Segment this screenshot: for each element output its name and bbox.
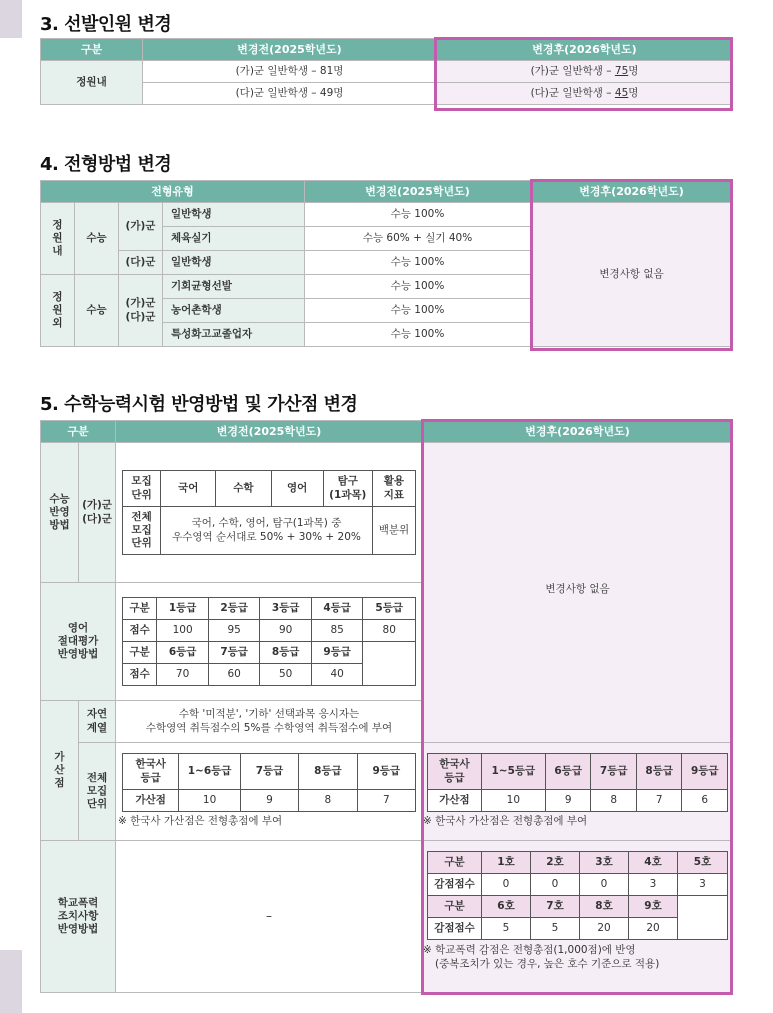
s5-all-unit: 전체 모집 단위 (79, 743, 116, 841)
s5-eng-grade: 5등급 (363, 598, 416, 620)
s5-v-level: 5호 (678, 852, 728, 874)
s5-method-gada: (가)군 (다)군 (79, 443, 116, 583)
s5-v-note-2: (중복조치가 있는 경우, 높은 호수 기준으로 적용) (435, 958, 660, 971)
s5-hist-before-table (122, 753, 416, 812)
s5-v-level: 7호 (531, 896, 580, 918)
s5-v-point: 20 (580, 918, 629, 940)
s5-eng-score-label: 점수 (123, 620, 157, 642)
s5-hist-grade: 1~6등급 (179, 754, 240, 790)
s5-v-empty (678, 896, 728, 940)
s5-mh-2: 수학 (216, 471, 271, 507)
s3-col-after: 변경후(2026학년도) (437, 39, 733, 61)
s4-row-name: 체육실기 (163, 227, 305, 251)
s5-hist-grade: 9등급 (357, 754, 415, 790)
s5-eng-score: 70 (157, 664, 209, 686)
s5-v-minus-label: 감점점수 (428, 874, 482, 896)
s5-bonus-label: 가 산 점 (41, 701, 79, 841)
s5-eng-score-label: 점수 (123, 664, 157, 686)
s4-col-after: 변경후(2026학년도) (531, 181, 733, 203)
s5-v-point: 5 (531, 918, 580, 940)
s5-eng-score: 40 (311, 664, 363, 686)
s5-v-point: 5 (482, 918, 531, 940)
s4-after-text: 변경사항 없음 (531, 203, 733, 347)
s5-eng-kind: 구분 (123, 642, 157, 664)
s5-english-inner-table (122, 597, 416, 686)
s4-out-suneung: 수능 (75, 275, 119, 347)
s5-violence-after-cell (423, 841, 733, 993)
s5-violence-table (427, 851, 728, 940)
s4-in-da: (다)군 (119, 251, 163, 275)
s5-hist-grade: 7등급 (240, 754, 298, 790)
s5-hist-grade: 8등급 (636, 754, 682, 790)
s5-hist-point: 8 (299, 790, 357, 812)
section-3-title: 3. 선발인원 변경 (40, 14, 172, 35)
s5-after-text: 변경사항 없음 (423, 443, 733, 743)
s5-v-minus-label: 감점점수 (428, 918, 482, 940)
section-4-table (40, 180, 733, 347)
s5-v-point: 0 (482, 874, 531, 896)
s5-hist-point: 7 (357, 790, 415, 812)
s5-violence-label: 학교폭력 조치사항 반영방법 (41, 841, 116, 993)
s5-method-inner-table (122, 470, 416, 555)
s5-v-level: 4호 (629, 852, 678, 874)
s3-row-label: 정원내 (41, 61, 143, 105)
s5-v-point: 0 (580, 874, 629, 896)
s3-before-1: (가)군 일반학생 – 81명 (143, 61, 437, 83)
s3-col-before: 변경전(2025학년도) (143, 39, 437, 61)
s5-v-kind: 구분 (428, 852, 482, 874)
s5-hist-note-after: ※ 한국사 가산점은 전형총점에 부여 (423, 815, 588, 827)
s5-hist-grade: 1~5등급 (481, 754, 545, 790)
s5-eng-score: 60 (208, 664, 260, 686)
s5-v-level: 1호 (482, 852, 531, 874)
s5-v-level: 2호 (531, 852, 580, 874)
s5-hist-after-cell (423, 743, 733, 841)
s5-hist-point: 7 (636, 790, 682, 812)
s5-eng-empty (363, 642, 416, 686)
s5-method-cell (116, 443, 423, 583)
s4-row-name: 특성화고교졸업자 (163, 323, 305, 347)
s5-bonus-points-label: 가산점 (123, 790, 179, 812)
s5-eng-grade: 9등급 (311, 642, 363, 664)
s5-method-index: 백분위 (372, 507, 415, 555)
s4-in-suneung: 수능 (75, 203, 119, 275)
s4-col-type: 전형유형 (41, 181, 305, 203)
s5-method-label: 수능 반영 방법 (41, 443, 79, 583)
s5-eng-score: 95 (208, 620, 260, 642)
section-5-table (40, 420, 733, 993)
s5-hist-point: 9 (545, 790, 591, 812)
s5-eng-score: 90 (260, 620, 312, 642)
s5-natural-desc: 수학 '미적분', '기하' 선택과목 응시자는 수학영역 취득점수의 5%를 수학영역 취득점수에 부여 (116, 701, 423, 743)
s5-hist-grade: 8등급 (299, 754, 357, 790)
s5-v-level: 9호 (629, 896, 678, 918)
s5-v-level: 3호 (580, 852, 629, 874)
s4-row-val: 수능 100% (305, 203, 531, 227)
side-tab-top (0, 0, 22, 38)
s4-out-label: 정 원 외 (41, 275, 75, 347)
s4-in-ga: (가)군 (119, 203, 163, 251)
s5-mh-0: 모집 단위 (123, 471, 161, 507)
s5-eng-score: 80 (363, 620, 416, 642)
s5-mh-1: 국어 (161, 471, 216, 507)
s3-before-2: (다)군 일반학생 – 49명 (143, 83, 437, 105)
s4-row-val: 수능 100% (305, 275, 531, 299)
s5-hist-grade: 9등급 (682, 754, 728, 790)
s5-eng-grade: 6등급 (157, 642, 209, 664)
s5-method-desc: 국어, 수학, 영어, 탐구(1과목) 중 우수영역 순서대로 50% + 30% + 20% (161, 507, 373, 555)
s5-method-unit: 전체 모집 단위 (123, 507, 161, 555)
s5-english-cell (116, 583, 423, 701)
s4-row-val: 수능 100% (305, 323, 531, 347)
s5-natural-label: 자연 계열 (79, 701, 116, 743)
side-tab-bottom (0, 950, 22, 1013)
s5-v-kind: 구분 (428, 896, 482, 918)
s3-after-2: (다)군 일반학생 – 45명 (437, 83, 733, 105)
s5-violence-before: – (116, 841, 423, 993)
s5-hist-after-table (427, 753, 728, 812)
s4-col-before: 변경전(2025학년도) (305, 181, 531, 203)
s5-eng-grade: 1등급 (157, 598, 209, 620)
s5-hist-point: 9 (240, 790, 298, 812)
s5-hist-grade: 7등급 (591, 754, 637, 790)
s5-hist-point: 6 (682, 790, 728, 812)
s4-out-gada: (가)군 (다)군 (119, 275, 163, 347)
s3-after-1: (가)군 일반학생 – 75명 (437, 61, 733, 83)
section-4-title: 4. 전형방법 변경 (40, 154, 172, 175)
s5-bonus-points-label: 가산점 (428, 790, 482, 812)
s4-row-name: 기회균형선발 (163, 275, 305, 299)
s5-col-before: 변경전(2025학년도) (116, 421, 423, 443)
s5-hist-point: 10 (481, 790, 545, 812)
s5-hist-point: 10 (179, 790, 240, 812)
s5-eng-grade: 3등급 (260, 598, 312, 620)
s5-v-point: 3 (678, 874, 728, 896)
s5-v-level: 6호 (482, 896, 531, 918)
s5-v-point: 20 (629, 918, 678, 940)
s4-row-name: 일반학생 (163, 203, 305, 227)
s5-v-note-1: ※ 학교폭력 감점은 전형총점(1,000점)에 반영 (423, 944, 636, 956)
s5-eng-score: 85 (311, 620, 363, 642)
s5-eng-grade: 2등급 (208, 598, 260, 620)
s5-hist-grade: 6등급 (545, 754, 591, 790)
s5-col-kind: 구분 (41, 421, 116, 443)
s5-eng-grade: 4등급 (311, 598, 363, 620)
s5-hist-note-before: ※ 한국사 가산점은 전형총점에 부여 (118, 815, 283, 827)
s4-in-label: 정 원 내 (41, 203, 75, 275)
section-3-table (40, 38, 733, 105)
s5-mh-4: 탐구 (1과목) (323, 471, 372, 507)
s5-eng-score: 50 (260, 664, 312, 686)
s5-mh-3: 영어 (271, 471, 323, 507)
s5-eng-score: 100 (157, 620, 209, 642)
section-5-title: 5. 수학능력시험 반영방법 및 가산점 변경 (40, 394, 358, 415)
s5-hist-label: 한국사 등급 (428, 754, 482, 790)
s4-row-val: 수능 100% (305, 299, 531, 323)
s5-hist-before-cell (116, 743, 423, 841)
s4-row-val: 수능 100% (305, 251, 531, 275)
s4-row-name: 농어촌학생 (163, 299, 305, 323)
s5-col-after: 변경후(2026학년도) (423, 421, 733, 443)
s5-v-point: 3 (629, 874, 678, 896)
s3-col-kind: 구분 (41, 39, 143, 61)
s5-eng-kind: 구분 (123, 598, 157, 620)
s5-hist-label: 한국사 등급 (123, 754, 179, 790)
s5-mh-5: 활용 지표 (372, 471, 415, 507)
s5-eng-grade: 8등급 (260, 642, 312, 664)
s5-english-label: 영어 절대평가 반영방법 (41, 583, 116, 701)
s5-hist-point: 8 (591, 790, 637, 812)
s4-row-name: 일반학생 (163, 251, 305, 275)
s5-eng-grade: 7등급 (208, 642, 260, 664)
s4-row-val: 수능 60% + 실기 40% (305, 227, 531, 251)
s5-v-point: 0 (531, 874, 580, 896)
s5-v-level: 8호 (580, 896, 629, 918)
